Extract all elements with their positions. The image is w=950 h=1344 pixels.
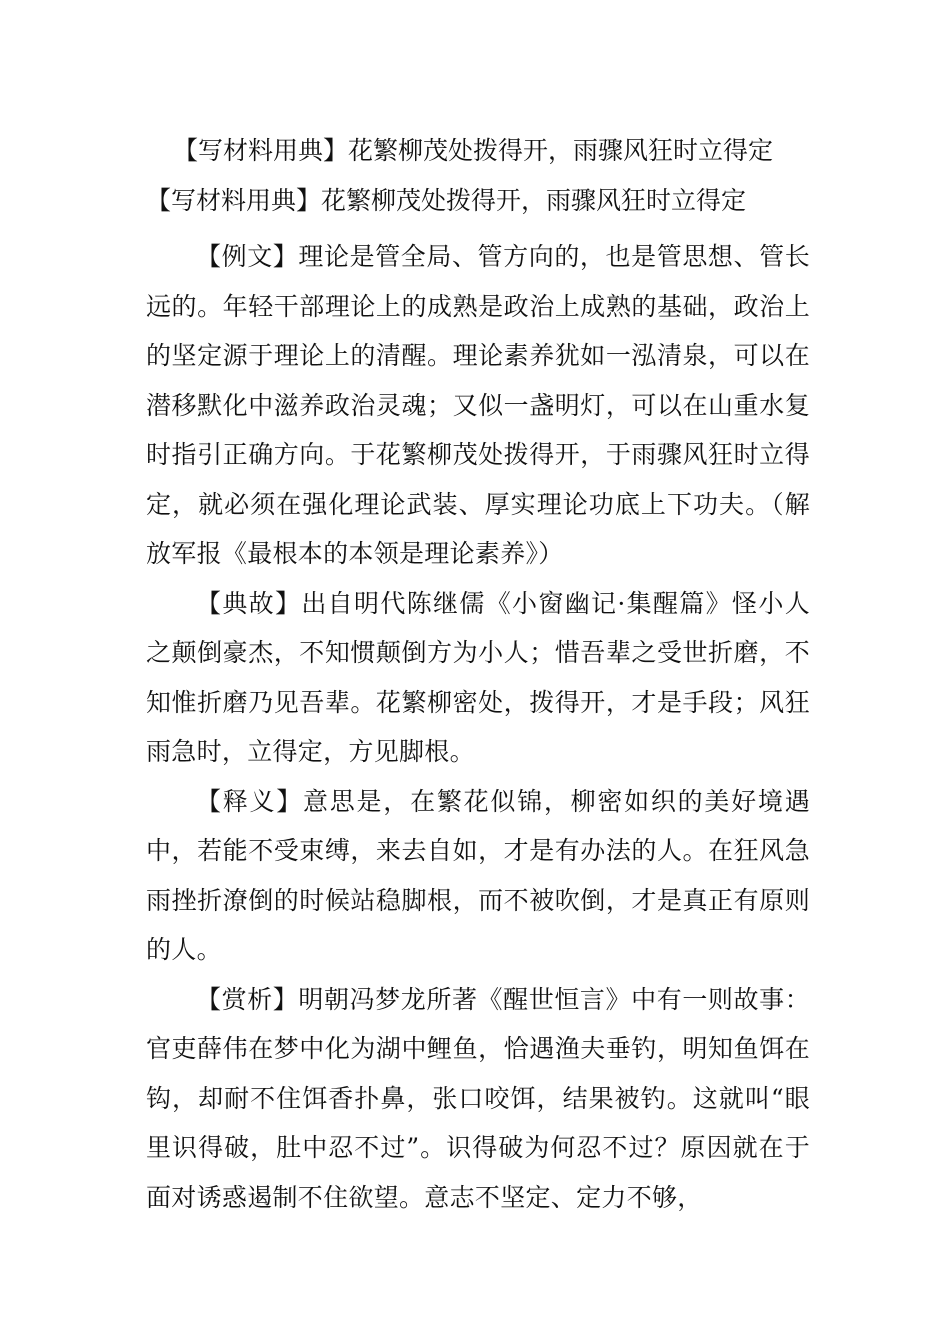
document-title-repeat: 【写材料用典】花繁柳茂处拨得开，雨骤风狂时立得定	[146, 186, 747, 215]
document-body	[146, 232, 810, 1222]
paragraph-analysis: 【赏析】明朝冯梦龙所著《醒世恒言》中有一则故事：官吏薛伟在梦中化为湖中鲤鱼，恰遇渔夫垂钓，明知鱼饵在钩，却耐不住饵香扑鼻，张口咬饵，结果被钓。这就叫“眼里识得破，肚中忍不过”。识得破为何忍不过？原因就在于面对诱惑遏制不住欲望。意志不坚定、定力不够，	[146, 984, 810, 1212]
document-title: 【写材料用典】花繁柳茂处拨得开，雨骤风狂时立得定	[173, 136, 774, 165]
paragraph-allusion: 【典故】出自明代陈继儒《小窗幽记·集醒篇》怪小人之颠倒豪杰，不知惯颠倒方为小人；惜吾辈之受世折磨，不知惟折磨乃见吾辈。花繁柳密处，拨得开，才是手段；风狂雨急时，立得定，方见脚根。	[146, 588, 810, 766]
paragraph-example: 【例文】理论是管全局、管方向的，也是管思想、管长远的。年轻干部理论上的成熟是政治上成熟的基础，政治上的坚定源于理论上的清醒。理论素养犹如一泓清泉，可以在潜移默化中滋养政治灵魂；又似一盏明灯，可以在山重水复时指引正确方向。于花繁柳茂处拨得开，于雨骤风狂时立得定，就必须在强化理论武装、厚实理论功底上下功夫。（解放军报《最根本的本领是理论素养》）	[146, 242, 810, 568]
paragraph-meaning: 【释义】意思是，在繁花似锦，柳密如织的美好境遇中，若能不受束缚，来去自如，才是有办法的人。在狂风急雨挫折潦倒的时候站稳脚根，而不被吹倒，才是真正有原则的人。	[146, 786, 810, 964]
